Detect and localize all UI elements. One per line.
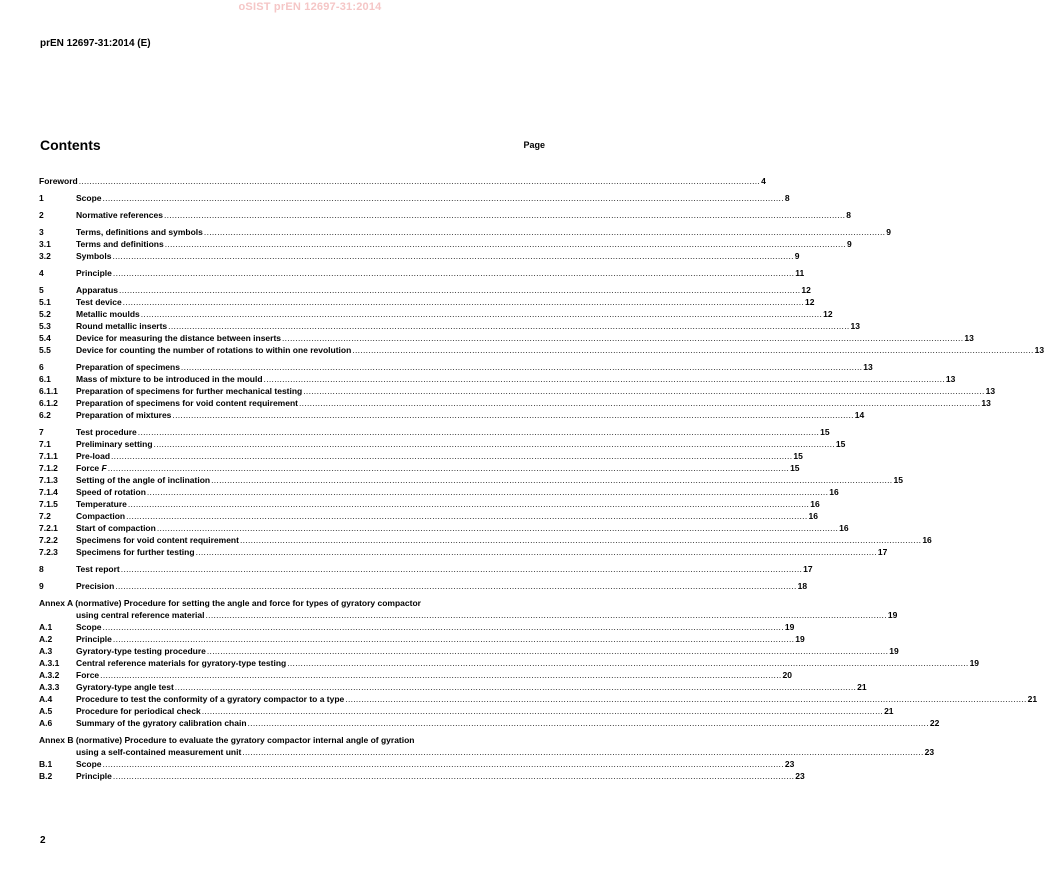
toc-dot-leader (196, 546, 877, 558)
toc-entry[interactable] (39, 681, 867, 693)
toc-entry-number: 7.2.2 (39, 535, 58, 545)
toc-dot-leader (165, 238, 846, 250)
toc-dot-leader (264, 373, 945, 385)
toc-dot-leader (287, 657, 968, 669)
toc-entry-title: Round metallic inserts (76, 321, 168, 331)
toc-entry-title: Metallic moulds (76, 309, 140, 319)
toc-entry-page: 23 (784, 759, 795, 769)
toc-entry-page: 15 (793, 451, 803, 461)
toc-dot-leader (119, 284, 800, 296)
toc-entry[interactable] (39, 734, 546, 746)
toc-entry-number: 3.2 (39, 251, 51, 261)
toc-dot-leader (299, 397, 980, 409)
toc-entry[interactable] (39, 522, 849, 534)
toc-entry-number: 2 (39, 210, 44, 220)
toc-dot-leader (282, 332, 963, 344)
toc-entry-page: 16 (829, 487, 839, 497)
toc-entry[interactable] (39, 373, 956, 385)
toc-dot-leader (103, 621, 784, 633)
toc-dot-leader (206, 609, 887, 621)
toc-entry-number: A.3.2 (39, 670, 60, 680)
watermark: oSIST prEN 12697-31:2014 (238, 1, 382, 13)
toc-entry-number: 9 (39, 581, 44, 591)
toc-entry[interactable] (39, 462, 800, 474)
toc-dot-leader (204, 226, 885, 238)
toc-entry[interactable] (39, 238, 852, 250)
toc-entry-page: 18 (797, 581, 808, 591)
toc-entry-number: 5.5 (39, 345, 51, 355)
toc-entry-number: 6.2 (39, 410, 51, 420)
toc-entry-title: Pre-load (76, 451, 111, 461)
toc-entry-number: 1 (39, 193, 44, 203)
toc-entry[interactable] (39, 192, 790, 204)
toc-entry-page: 13 (964, 333, 974, 343)
toc-entry-page: 17 (877, 547, 888, 557)
toc-entry[interactable] (39, 621, 795, 633)
toc-dot-leader (242, 746, 923, 758)
toc-entry-page: 12 (805, 297, 815, 307)
toc-entry-page: 15 (835, 439, 846, 449)
toc-entry[interactable] (39, 474, 903, 486)
toc-dot-leader (112, 250, 793, 262)
toc-entry-page: 14 (854, 410, 865, 420)
toc-dot-leader (202, 705, 883, 717)
toc-dot-leader (141, 308, 822, 320)
toc-entry-page: 15 (790, 463, 800, 473)
toc-dot-leader (345, 693, 1026, 705)
toc-entry-title: Principle (76, 634, 112, 644)
toc-entry-title: Foreword (39, 176, 78, 186)
toc-entry-page: 8 (846, 210, 852, 220)
toc-entry[interactable] (39, 486, 839, 498)
toc-entry-title: Terms, definitions and symbols (76, 227, 203, 237)
toc-entry[interactable] (39, 534, 932, 546)
contents-title: Contents (40, 137, 101, 153)
toc-entry-page: 13 (981, 398, 991, 408)
toc-entry-title: Test device (76, 297, 122, 307)
toc-entry-page: 11 (795, 268, 805, 278)
toc-dot-leader (207, 645, 888, 657)
page-column-label: Page (523, 140, 545, 150)
toc-entry-page: 23 (924, 747, 935, 757)
toc-entry-title: Principle (76, 771, 112, 781)
toc-entry-page: 22 (929, 718, 940, 728)
toc-entry-page: 16 (839, 523, 849, 533)
toc-entry-title: Scope (76, 759, 102, 769)
toc-entry-title: Precision (76, 581, 115, 591)
toc-dot-leader (138, 426, 819, 438)
toc-entry[interactable] (39, 498, 820, 510)
toc-entry-number: A.4 (39, 694, 53, 704)
toc-entry-title: Annex A (normative) Procedure for setting the angle and force for types of gyratory compactor (39, 598, 421, 608)
toc-entry-number: B.2 (39, 771, 53, 781)
toc-entry-page: 21 (884, 706, 894, 716)
toc-entry-number: 6.1.2 (39, 398, 58, 408)
toc-entry-page: 19 (969, 658, 980, 668)
toc-entry-title: Preparation of specimens for void content requirement (76, 398, 298, 408)
toc-entry-page: 19 (784, 622, 795, 632)
toc-entry-page: 12 (801, 285, 811, 295)
toc-entry[interactable] (39, 758, 795, 770)
toc-entry[interactable] (39, 669, 792, 681)
toc-entry[interactable] (39, 645, 899, 657)
toc-entry-page: 20 (782, 670, 792, 680)
toc-entry-page: 16 (922, 535, 932, 545)
toc-entry[interactable] (39, 657, 980, 669)
toc-entry-title: using central reference material (76, 610, 205, 620)
toc-entry-title: Preliminary setting (76, 439, 153, 449)
toc-entry-title: using a self-contained measurement unit (76, 747, 242, 757)
toc-entry-number: 7.1 (39, 439, 51, 449)
toc-entry-number: 3 (39, 227, 44, 237)
toc-entry-title: Temperature (76, 499, 127, 509)
toc-entry-title: Normative references (76, 210, 163, 220)
toc-entry[interactable] (39, 770, 805, 782)
toc-entry-number: 7.2.3 (39, 547, 58, 557)
document-id: prEN 12697-31:2014 (E) (40, 38, 151, 49)
toc-entry-number: 5.3 (39, 321, 51, 331)
toc-dot-leader (240, 534, 921, 546)
toc-entry[interactable] (39, 226, 891, 238)
toc-entry[interactable] (39, 320, 860, 332)
table-of-contents (39, 175, 1044, 782)
toc-entry-title: Terms and definitions (76, 239, 164, 249)
footer-page-number: 2 (40, 835, 46, 846)
toc-dot-leader (168, 320, 849, 332)
toc-entry-page: 13 (1034, 345, 1044, 355)
toc-entry[interactable] (39, 284, 811, 296)
toc-entry[interactable] (39, 361, 873, 373)
toc-entry[interactable] (39, 438, 846, 450)
toc-dot-leader (100, 669, 781, 681)
toc-entry[interactable] (39, 580, 808, 592)
toc-entry-page: 17 (803, 564, 813, 574)
toc-entry-page: 13 (985, 386, 996, 396)
toc-entry-title: Compaction (76, 511, 126, 521)
toc-entry-number: A.3 (39, 646, 53, 656)
toc-dot-leader (175, 681, 856, 693)
toc-dot-leader (108, 462, 789, 474)
toc-entry-title: Gyratory-type angle test (76, 682, 174, 692)
toc-entry-title: Procedure to test the conformity of a gyratory compactor to a type (76, 694, 345, 704)
toc-entry-page: 16 (808, 511, 818, 521)
toc-entry-title: Setting of the angle of inclination (76, 475, 211, 485)
toc-entry-page: 9 (794, 251, 800, 261)
toc-entry-title: Scope (76, 193, 102, 203)
toc-dot-leader (113, 267, 794, 279)
toc-entry-number: A.3.1 (39, 658, 60, 668)
toc-entry-title: Specimens for further testing (76, 547, 195, 557)
toc-entry-page: 21 (857, 682, 867, 692)
toc-entry-page: 19 (795, 634, 805, 644)
toc-dot-leader (248, 717, 929, 729)
toc-dot-leader (111, 450, 792, 462)
toc-entry-title: Principle (76, 268, 112, 278)
toc-entry-title: Summary of the gyratory calibration chain (76, 718, 247, 728)
toc-entry-page: 13 (850, 321, 860, 331)
toc-entry-page: 19 (889, 646, 899, 656)
toc-dot-leader (164, 209, 845, 221)
toc-entry[interactable] (39, 609, 898, 621)
toc-entry-title: Gyratory-type testing procedure (76, 646, 206, 656)
toc-entry-number: 7.1.3 (39, 475, 58, 485)
toc-entry-number: 8 (39, 564, 44, 574)
toc-entry[interactable] (39, 597, 546, 609)
toc-entry-title: Procedure for periodical check (76, 706, 201, 716)
toc-entry[interactable] (39, 344, 1044, 356)
toc-entry-number: B.1 (39, 759, 53, 769)
toc-entry[interactable] (39, 308, 833, 320)
toc-entry-number: 7.1.5 (39, 499, 58, 509)
toc-entry[interactable] (39, 267, 805, 279)
toc-entry-title: Device for counting the number of rotations to within one revolution (76, 345, 352, 355)
toc-entry[interactable] (39, 409, 865, 421)
toc-entry-title: Test report (76, 564, 120, 574)
toc-entry[interactable] (39, 717, 940, 729)
toc-entry-number: 7.1.4 (39, 487, 58, 497)
toc-entry-page: 15 (893, 475, 903, 485)
toc-entry[interactable] (39, 510, 818, 522)
toc-entry[interactable] (39, 563, 813, 575)
toc-entry-number: A.2 (39, 634, 53, 644)
toc-entry[interactable] (39, 693, 1038, 705)
toc-entry-number: A.5 (39, 706, 53, 716)
toc-entry-title: Force F (76, 463, 107, 473)
toc-dot-leader (172, 409, 853, 421)
toc-entry-title: Specimens for void content requirement (76, 535, 239, 545)
toc-entry[interactable] (39, 746, 935, 758)
toc-dot-leader (128, 498, 809, 510)
toc-entry-number: 6.1 (39, 374, 51, 384)
toc-entry-number: 7.1.1 (39, 451, 58, 461)
toc-entry[interactable] (39, 633, 805, 645)
toc-entry-title: Start of compaction (76, 523, 156, 533)
toc-entry[interactable] (39, 296, 815, 308)
toc-entry[interactable] (39, 546, 888, 558)
toc-dot-leader (121, 563, 802, 575)
toc-entry[interactable] (39, 209, 852, 221)
toc-entry-page: 9 (886, 227, 891, 237)
toc-entry-title: Force (76, 670, 100, 680)
toc-entry-title: Preparation of mixtures (76, 410, 172, 420)
toc-entry-number: 7 (39, 427, 44, 437)
toc-dot-leader (303, 385, 984, 397)
toc-dot-leader (113, 770, 794, 782)
toc-entry-number: 5.4 (39, 333, 51, 343)
toc-entry[interactable] (39, 385, 996, 397)
toc-entry-number: 5.1 (39, 297, 51, 307)
toc-dot-leader (154, 438, 835, 450)
toc-entry[interactable] (39, 450, 803, 462)
toc-dot-leader (181, 361, 862, 373)
toc-entry-page: 13 (945, 374, 956, 384)
toc-entry-title: Test procedure (76, 427, 137, 437)
toc-entry-title: Apparatus (76, 285, 119, 295)
toc-entry-page: 16 (810, 499, 820, 509)
toc-entry-number: 7.1.2 (39, 463, 58, 473)
toc-entry-page: 9 (847, 239, 852, 249)
toc-dot-leader (352, 344, 1033, 356)
toc-entry-title: Device for measuring the distance between inserts (76, 333, 282, 343)
toc-dot-leader (126, 510, 807, 522)
toc-dot-leader (113, 633, 794, 645)
toc-dot-leader (115, 580, 796, 592)
toc-entry-page: 23 (795, 771, 805, 781)
toc-entry-number: 4 (39, 268, 44, 278)
toc-entry-page: 8 (784, 193, 790, 203)
toc-entry-title: Preparation of specimens for further mechanical testing (76, 386, 303, 396)
toc-entry-page: 13 (863, 362, 873, 372)
toc-entry[interactable] (39, 250, 800, 262)
toc-entry-title: Central reference materials for gyratory-type testing (76, 658, 287, 668)
toc-dot-leader (103, 192, 784, 204)
toc-entry-number: 5.2 (39, 309, 51, 319)
toc-entry-number: 7.2.1 (39, 523, 58, 533)
toc-entry-title: Preparation of specimens (76, 362, 180, 372)
toc-entry[interactable] (39, 397, 991, 409)
toc-entry-page: 4 (761, 176, 766, 186)
toc-entry[interactable] (39, 175, 766, 187)
toc-dot-leader (123, 296, 804, 308)
toc-dot-leader (211, 474, 892, 486)
toc-dot-leader (147, 486, 828, 498)
toc-entry-title: Mass of mixture to be introduced in the mould (76, 374, 263, 384)
toc-entry-number: 3.1 (39, 239, 51, 249)
toc-dot-leader (157, 522, 838, 534)
toc-entry-page: 15 (820, 427, 830, 437)
toc-entry-number: A.6 (39, 718, 53, 728)
toc-entry-number: 6.1.1 (39, 386, 58, 396)
toc-entry-number: A.3.3 (39, 682, 60, 692)
toc-entry-title: Scope (76, 622, 102, 632)
toc-entry-number: 5 (39, 285, 44, 295)
toc-entry-title: Annex B (normative) Procedure to evaluate the gyratory compactor internal angle of gyration (39, 735, 415, 745)
toc-entry-number: A.1 (39, 622, 53, 632)
toc-entry-number: 6 (39, 362, 44, 372)
toc-entry-page: 21 (1027, 694, 1038, 704)
toc-dot-leader (103, 758, 784, 770)
toc-entry[interactable] (39, 705, 894, 717)
toc-entry-page: 19 (887, 610, 898, 620)
toc-entry[interactable] (39, 426, 830, 438)
toc-dot-leader (79, 175, 760, 187)
toc-entry[interactable] (39, 332, 974, 344)
toc-entry-title: Speed of rotation (76, 487, 146, 497)
toc-entry-page: 12 (823, 309, 833, 319)
toc-entry-title: Symbols (76, 251, 112, 261)
toc-entry-number: 7.2 (39, 511, 51, 521)
